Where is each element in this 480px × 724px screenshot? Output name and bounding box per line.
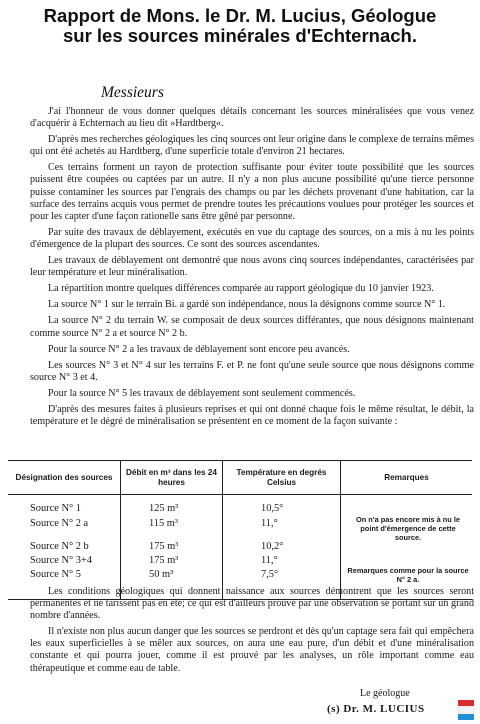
- paragraph: Par suite des travaux de déblayement, exécutés en vue du captage des sources, on a mis à nu les points d'émergence de la plupart des sources. Ce sont des sources ascendantes.: [30, 226, 474, 250]
- cell-temperature: 10,2°: [261, 541, 284, 552]
- paragraph: Pour la source N° 5 les travaux de déblayement sont seulement commencés.: [48, 387, 356, 399]
- title-line-1: Rapport de Mons. le Dr. M. Lucius, Géologue: [43, 5, 437, 26]
- column-temperature: [222, 495, 340, 599]
- sources-table: [8, 460, 472, 600]
- cell-debit: 125 m³: [149, 503, 179, 514]
- cell-debit: 175 m³: [149, 555, 179, 566]
- cell-source: Source N° 1: [30, 503, 81, 514]
- cell-source: Source N° 5: [30, 569, 81, 580]
- document-title: [10, 6, 470, 46]
- paragraph: Ces terrains forment un rayon de protection suffisante pour éviter toute possibilité que les sources puissent être coupées ou captées par un autre. Il n'y a non plus aucune possibilité qu'une tierce personne puisse contaminer les sources par l'engrais des champs ou par les déchets provenant d'une habitation, car la surface des terrains acquis vous permet de prendre toutes les précautions voulues pour protéger les sources et pour les capter d'une façon rationelle sans être gêné par personne.: [30, 162, 474, 222]
- cell-debit: 115 m³: [149, 518, 178, 529]
- paragraph: Les sources N° 3 et N° 4 sur les terrains F. et P. ne font qu'une seule source que nous désignons comme source N° 3 et 4.: [30, 359, 474, 383]
- remark-source-5: Remarques comme pour la source N° 2 a.: [347, 566, 469, 584]
- header-designation: Désignation des sources: [15, 472, 113, 482]
- header-remarques: Remarques: [340, 461, 472, 494]
- luxembourg-flag-icon: [456, 698, 476, 722]
- title-line-2: sur les sources minérales d'Echternach.: [62, 25, 417, 46]
- signature-name: (s) Dr. M. LUCIUS: [327, 703, 425, 715]
- closing-body: [30, 586, 474, 679]
- column-designation: [8, 495, 120, 599]
- header-debit: Débit en m³ dans les 24 heures: [120, 461, 222, 494]
- paragraph: La source N° 1 sur le terrain Bi. a gardé son indépendance, nous la désignons comme source N° 1.: [48, 299, 446, 311]
- cell-temperature: 10,5°: [261, 503, 284, 514]
- table-body: [8, 495, 472, 599]
- cell-debit: 175 m³: [149, 541, 179, 552]
- paragraph: Les conditions géologiques qui donnent naissance aux sources démontrent que les sources seront permanentes et ne tarissent pas en été; ce qui est d'ailleurs prouvé par une observation se portant sur un grand nombre d'années.: [30, 586, 474, 622]
- cell-temperature: 11,°: [261, 555, 278, 566]
- paragraph: D'après mes recherches géologiques les cinq sources ont leur origine dans le complexe de terrains mêmes qui ont été achetés au Hardtberg, d'une superficie totale d'environ 21 hectares.: [30, 134, 474, 158]
- paragraph: La répartition montre quelques différences comparée au rapport géologique du 10 janvier 1923.: [48, 283, 434, 295]
- cell-debit: 50 m³: [149, 569, 174, 580]
- header-temperature: Température en degrés Celsius: [222, 461, 340, 494]
- signature-role: Le géologue: [360, 688, 410, 699]
- paragraph: J'ai l'honneur de vous donner quelques détails concernant les sources minéralisées que vous venez d'acquérir à Echternach au lieu dit »Hardtberg«.: [30, 106, 474, 130]
- cell-source: Source N° 3+4: [30, 555, 92, 566]
- table-header: [8, 461, 472, 495]
- cell-temperature: 7,5°: [261, 569, 279, 580]
- report-body: [30, 106, 474, 432]
- paragraph: D'après des mesures faites à plusieurs reprises et qui ont donné chaque fois le même résultat, le débit, la température et le dégré de minéralisation se présentent en ce moment de la façon suivante :: [30, 403, 474, 428]
- salutation: Messieurs: [101, 84, 164, 101]
- cell-source: Source N° 2 b: [30, 541, 89, 552]
- column-remarques: [340, 495, 472, 599]
- column-debit: [120, 495, 222, 599]
- remark-source-2a: On n'a pas encore mis à nu le point d'émergence de cette source.: [355, 515, 461, 542]
- paragraph: La source N° 2 du terrain W. se composait de deux sources différantes, que nous désignons maintenant comme source N° 2 a et source N° 2 b.: [30, 315, 474, 339]
- cell-temperature: 11,°: [261, 518, 278, 529]
- paragraph: Il n'existe non plus aucun danger que les sources se perdront et dès qu'un captage sera fait qui empêchera les eaux superficielles à se mêler aux sources, on aura une eau pure, d'un débit et d'une minéralisation constante et qui pourra jouer, comme il est prouvé par les analyses, un rôle important comme eau thérapeutique et comme eau de table.: [30, 626, 474, 674]
- cell-source: Source N° 2 a: [30, 518, 89, 529]
- paragraph: Pour la source N° 2 a les travaux de déblayement sont encore peu avancés.: [48, 343, 350, 355]
- paragraph: Les travaux de déblayement ont demontré que nous avons cinq sources indépendantes, caractérisées par leur température et leur minéralisation.: [30, 255, 474, 279]
